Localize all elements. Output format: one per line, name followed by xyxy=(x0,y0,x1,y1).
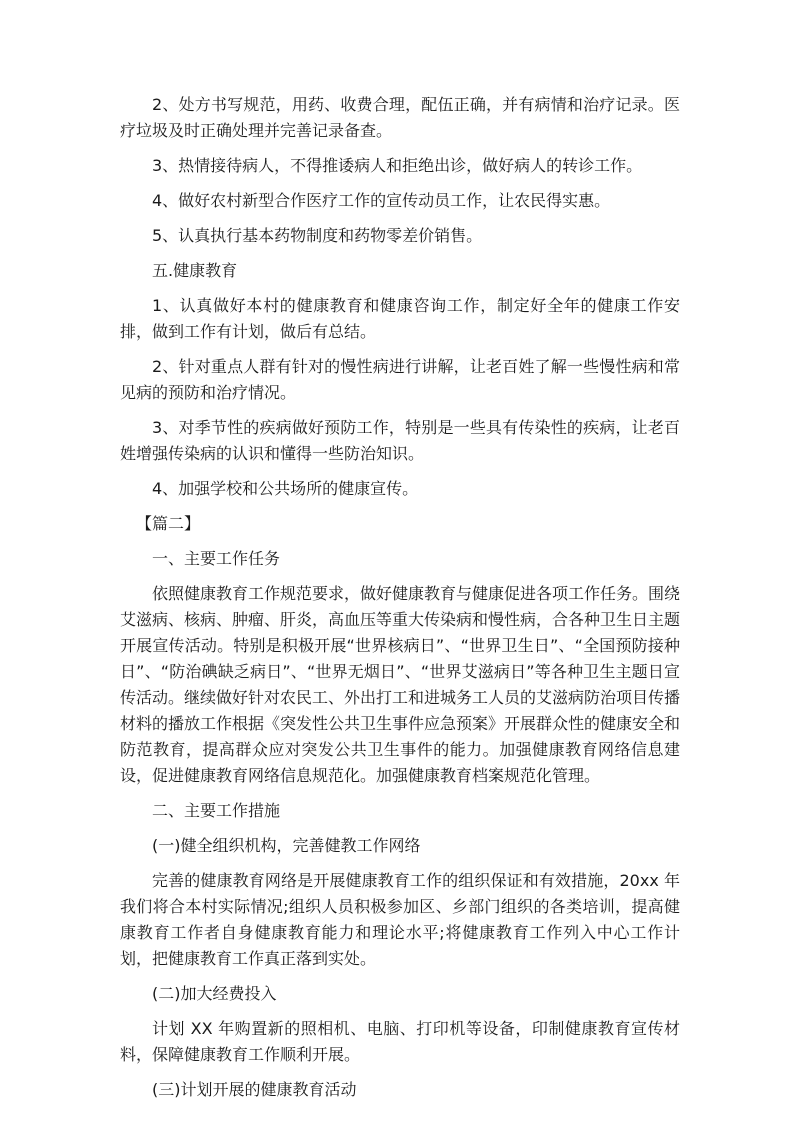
subheading-organization: (一)健全组织机构，完善健教工作网络 xyxy=(152,836,421,855)
subheading-planned-activities: (三)计划开展的健康教育活动 xyxy=(152,1080,357,1099)
paragraph-funding-body: 计划 XX 年购置新的照相机、电脑、打印机等设备，印制健康教育宣传材料，保障健康教育工作顺利开展。 xyxy=(120,1019,680,1064)
paragraph-seasonal-disease: 3、对季节性的疾病做好预防工作，特别是一些具有传染性的疾病，让老百姓增强传染病的认识和懂得一些防治知识。 xyxy=(120,418,680,463)
section-heading-health-education: 五.健康教育 xyxy=(152,261,238,280)
section-heading-main-measures: 二、主要工作措施 xyxy=(152,801,281,820)
paragraph-main-tasks-body: 依照健康教育工作规范要求，做好健康教育与健康促进各项工作任务。围绕艾滋病、核病、肿瘤、肝炎，高血压等重大传染病和慢性病，合各种卫生日主题开展宣传活动。特别是积极开展“世界核病日”、“世界卫生日”、“全国预防接种日”、“防治碘缺乏病日”、“世界无烟日”、“世界艾滋病日”等各种卫生主题日宣传活动。继续做好针对农民工、外出打工和进城务工人员的艾滋病防治项目传播材料的播放工作根据《突发性公共卫生事件应急预案》开展群众性的健康安全和防范教育，提高群众应对突发公共卫生事件的能力。加强健康教育网络信息建设，促进健康教育网络信息规范化。加强健康教育档案规范化管理。 xyxy=(120,584,681,785)
chapter-title-part-two: 【篇二】 xyxy=(136,514,201,533)
paragraph-rural-cooperative: 4、做好农村新型合作医疗工作的宣传动员工作，让农民得实惠。 xyxy=(152,191,611,210)
document-body xyxy=(120,92,680,1112)
paragraph-prescription: 2、处方书写规范，用药、收费合理，配伍正确，并有病情和治疗记录。医疗垃圾及时正确处理并完善记录备查。 xyxy=(120,95,680,140)
subheading-funding: (二)加大经费投入 xyxy=(152,984,277,1003)
paragraph-chronic-disease: 2、针对重点人群有针对的慢性病进行讲解，让老百姓了解一些慢性病和常见病的预防和治疗情况。 xyxy=(120,357,680,402)
paragraph-school-publicity: 4、加强学校和公共场所的健康宣传。 xyxy=(152,479,419,498)
paragraph-health-consulting: 1、认真做好本村的健康教育和健康咨询工作，制定好全年的健康工作安排，做到工作有计划，做后有总结。 xyxy=(120,296,680,341)
paragraph-network-body: 完善的健康教育网络是开展健康教育工作的组织保证和有效措施，20xx 年我们将合本村实际情况;组织人员积极参加区、乡部门组织的各类培训，提高健康教育工作者自身健康教育能力和理论水平;将健康教育工作列入中心工作计划，把健康教育工作真正落到实处。 xyxy=(120,871,680,968)
paragraph-drug-system: 5、认真执行基本药物制度和药物零差价销售。 xyxy=(152,226,483,245)
paragraph-patient-reception: 3、热情接待病人，不得推诿病人和拒绝出诊，做好病人的转诊工作。 xyxy=(152,156,643,175)
section-heading-main-tasks: 一、主要工作任务 xyxy=(152,549,281,568)
